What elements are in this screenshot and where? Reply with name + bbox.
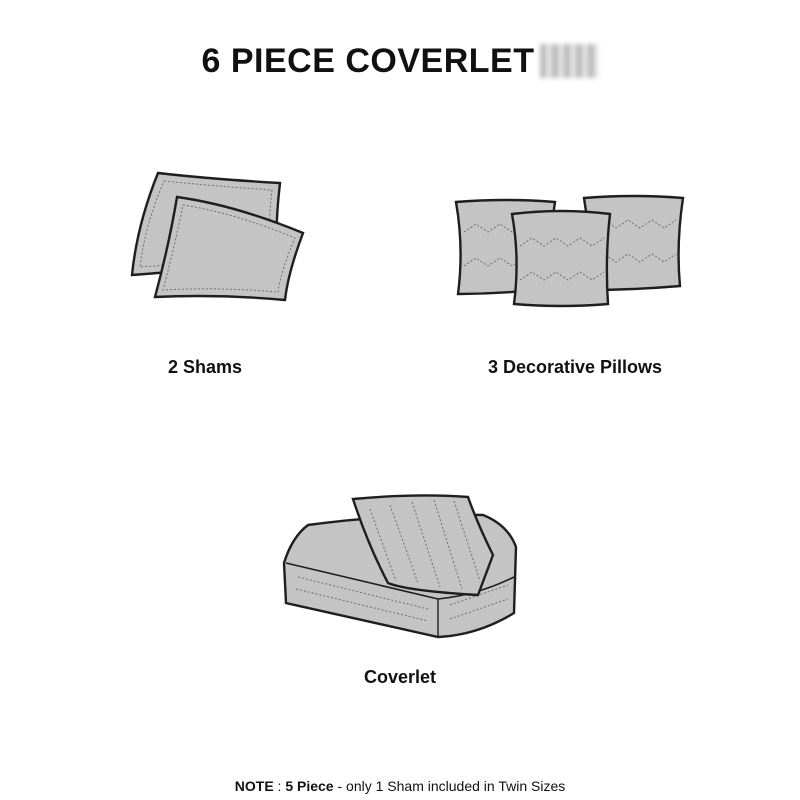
note-text: - only 1 Sham included in Twin Sizes [333, 778, 566, 794]
coverlet-illustration [278, 485, 523, 645]
title-text: 6 PIECE COVERLET [201, 42, 535, 80]
footnote [0, 778, 800, 794]
coverlet-label: Coverlet [363, 667, 437, 687]
pillow-center [512, 211, 610, 306]
note-prefix: NOTE [234, 778, 274, 794]
note-emphasis: 5 Piece [285, 778, 334, 794]
page-title [0, 42, 800, 81]
pillows-illustration [450, 190, 690, 310]
shams-illustration [125, 165, 310, 305]
blurred-title-word [540, 44, 598, 78]
pillows-label: 3 Decorative Pillows [487, 357, 663, 377]
sham-front [155, 197, 303, 300]
shams-label: 2 Shams [167, 357, 243, 377]
note-separator: : [273, 778, 286, 794]
